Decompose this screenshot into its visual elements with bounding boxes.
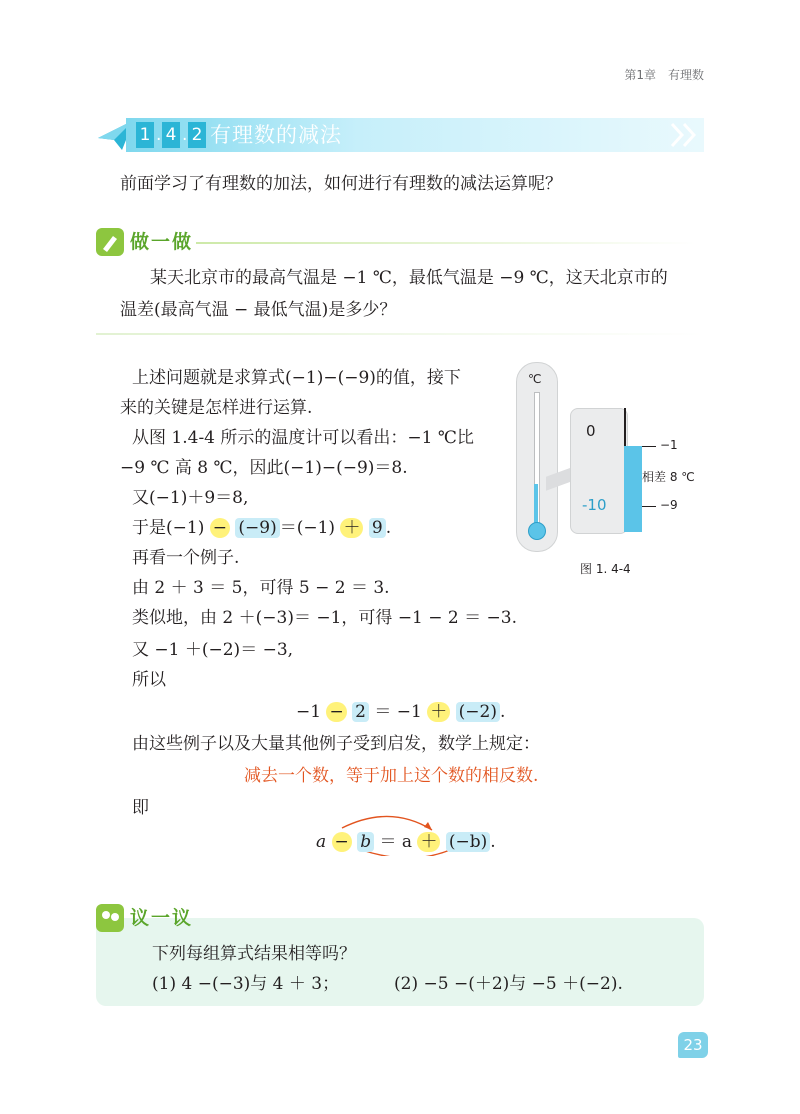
eq-end: . — [499, 702, 506, 722]
discuss-title: 议一议 — [130, 907, 194, 929]
thermometer-bulb — [528, 522, 546, 540]
eq-minus-highlight: − — [326, 702, 346, 722]
body-p1a: 上述问题就是求算式(−1)−(−9)的值，接下 — [132, 368, 461, 388]
activity-end-divider — [96, 333, 704, 335]
eq-neg2-highlight: (−2) — [456, 702, 500, 722]
discuss-item-2: (2) −5 −(＋2)与 −5 ＋(−2). — [394, 974, 623, 994]
discuss-header — [96, 904, 704, 932]
discuss-question: 下列每组算式结果相等吗？ — [152, 944, 356, 964]
section-number-1: 1 — [136, 122, 154, 148]
people-icon — [96, 904, 124, 932]
body-p2a: 从图 1.4-4 所示的温度计可以看出：−1 ℃比 — [132, 428, 474, 448]
chevrons-icon — [668, 122, 704, 148]
body-p6: 由 2 ＋ 3 ＝ 5，可得 5 − 2 ＝ 3. — [132, 578, 390, 598]
chapter-header: 第1章 有理数 — [624, 68, 704, 82]
p4-pre: 于是(−1) — [132, 518, 205, 538]
activity-line-1: 某天北京市的最高气温是 −1 ℃，最低气温是 −9 ℃，这天北京市的 — [150, 268, 668, 288]
thermometer-figure — [516, 362, 706, 552]
zoom-label-minus10: -10 — [582, 496, 607, 514]
zoom-panel — [570, 408, 628, 534]
formula-eq: ＝ a — [379, 832, 413, 852]
section-number-3: 2 — [188, 122, 206, 148]
section-title: 有理数的减法 — [210, 123, 342, 147]
activity-header — [96, 228, 704, 256]
label-minus1: −1 — [660, 438, 678, 452]
figure-caption: 图 1. 4-4 — [580, 562, 631, 576]
body-p4 — [132, 516, 391, 540]
unit-label: ℃ — [528, 372, 542, 386]
section-dot: . — [182, 125, 188, 145]
discuss-item-1: (1) 4 −(−3)与 4 ＋ 3； — [152, 974, 340, 994]
body-p8: 又 −1 ＋(−2)＝ −3, — [132, 640, 294, 660]
mercury-column — [534, 484, 538, 524]
activity-divider — [196, 242, 696, 244]
zoom-mercury — [624, 446, 642, 532]
formula-minus-highlight: − — [332, 832, 352, 852]
p4-end: . — [385, 518, 392, 538]
body-p1b: 来的关键是怎样进行运算. — [120, 398, 313, 418]
formula — [316, 830, 496, 854]
body-p5: 再看一个例子. — [132, 548, 240, 568]
body-p3: 又(−1)＋9＝8, — [132, 488, 249, 508]
section-banner — [96, 118, 704, 152]
difference-label: 相差 8 ℃ — [642, 470, 695, 484]
activity-line-2: 温差(最高气温 − 最低气温)是多少？ — [120, 300, 397, 320]
zoom-label-0: 0 — [586, 422, 596, 440]
formula-plus-highlight: ＋ — [417, 832, 440, 852]
formula-end: . — [490, 832, 496, 852]
formula-negb-highlight: (−b) — [446, 832, 490, 852]
section-dot: . — [156, 125, 162, 145]
formula-a: a — [316, 832, 327, 852]
formula-b-highlight: b — [357, 832, 374, 852]
intro-text: 前面学习了有理数的加法，如何进行有理数的减法运算呢？ — [120, 174, 562, 194]
body-p11: 即 — [132, 798, 149, 818]
eq-two-highlight: 2 — [352, 702, 369, 722]
tick-minus9 — [642, 506, 656, 507]
activity-title: 做一做 — [130, 231, 194, 253]
body-p7: 类似地，由 2 ＋(−3)＝ −1，可得 −1 − 2 ＝ −3. — [132, 608, 518, 628]
eq-mid: ＝ −1 — [374, 702, 422, 722]
label-minus9: −9 — [660, 498, 678, 512]
pencil-icon — [96, 228, 124, 256]
equation — [296, 700, 505, 724]
eq-plus-highlight: ＋ — [427, 702, 450, 722]
tick-minus1 — [642, 446, 656, 447]
eq-a: −1 — [296, 702, 322, 722]
p4-minus-highlight: − — [210, 518, 230, 538]
p4-plus-highlight: ＋ — [340, 518, 363, 538]
p4-neg9-highlight: (−9) — [235, 518, 279, 538]
section-number-2: 4 — [162, 122, 180, 148]
subtraction-rule: 减去一个数，等于加上这个数的相反数. — [244, 766, 539, 786]
body-p9: 所以 — [132, 670, 166, 690]
p4-mid: ＝(−1) — [279, 518, 336, 538]
body-p10: 由这些例子以及大量其他例子受到启发，数学上规定： — [132, 734, 540, 754]
body-p2b: −9 ℃ 高 8 ℃，因此(−1)−(−9)＝8. — [120, 458, 408, 478]
p4-nine-highlight: 9 — [369, 518, 386, 538]
page-number: 23 — [678, 1032, 708, 1058]
